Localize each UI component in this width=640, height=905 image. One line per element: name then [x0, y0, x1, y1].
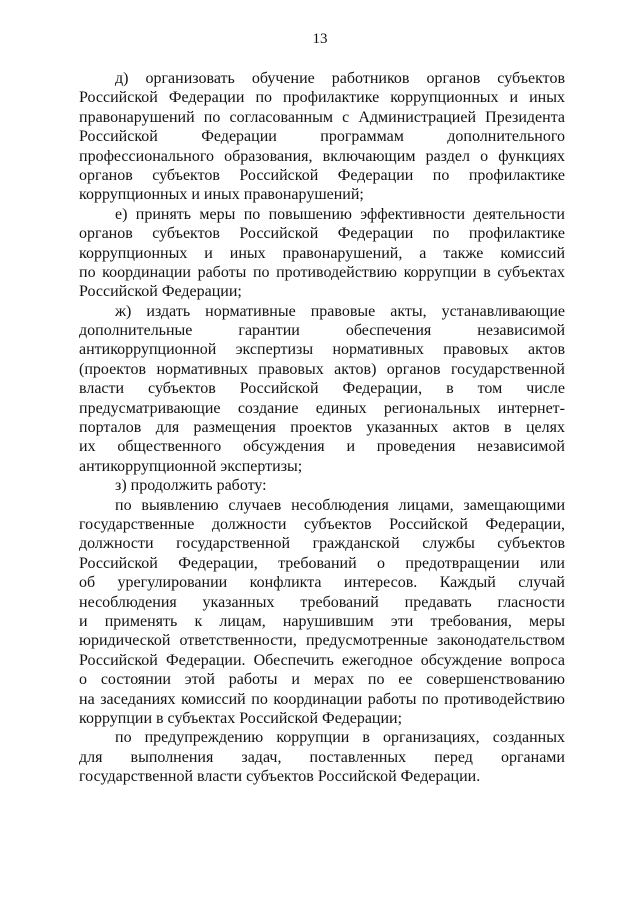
text-line: органов субъектов Российской Федерации по профилактике — [79, 166, 565, 184]
text-line: Российской Федерации. Обеспечить ежегодное обсуждение вопроса — [79, 651, 565, 669]
text-line: порталов для размещения проектов указанных актов в целях — [79, 419, 565, 437]
text-line: по предупреждению коррупции в организациях, созданных — [115, 729, 565, 747]
text-line: Российской Федерации; — [79, 283, 242, 301]
text-line: антикоррупционной экспертизы; — [79, 457, 303, 475]
text-line: ж) издать нормативные правовые акты, устанавливающие — [115, 302, 565, 320]
document-body-text — [79, 69, 565, 786]
text-line: Российской Федерации, требований о предотвращении или — [79, 554, 565, 572]
text-line: их общественного обсуждения и проведения независимой — [79, 438, 565, 456]
text-line: должности государственной гражданской службы субъектов — [79, 535, 565, 553]
page-number: 13 — [312, 31, 328, 47]
text-line: (проектов нормативных правовых актов) органов государственной — [79, 360, 565, 378]
text-line: по выявлению случаев несоблюдения лицами, замещающими — [115, 496, 565, 514]
text-line: Российской Федерации программам дополнительного — [79, 128, 565, 146]
text-line: е) принять меры по повышению эффективности деятельности — [115, 205, 565, 223]
text-line: органов субъектов Российской Федерации по профилактике — [79, 225, 565, 243]
text-line: государственной власти субъектов Российской Федерации. — [79, 768, 481, 786]
text-line: коррупционных и иных правонарушений, а также комиссий — [79, 244, 565, 262]
text-line: несоблюдения указанных требований предавать гласности — [79, 593, 565, 611]
text-line: государственные должности субъектов Российской Федерации, — [79, 515, 565, 533]
text-line: о состоянии этой работы и мерах по ее совершенствованию — [79, 671, 565, 689]
text-line: власти субъектов Российской Федерации, в том числе — [79, 380, 565, 398]
text-line: и применять к лицам, нарушившим эти требования, меры — [79, 612, 565, 630]
text-line: Российской Федерации по профилактике коррупционных и иных — [79, 89, 565, 107]
text-line: на заседаниях комиссий по координации работы по противодействию — [79, 690, 565, 708]
text-line: по координации работы по противодействию коррупции в субъектах — [79, 263, 565, 281]
text-line: з) продолжить работу: — [115, 477, 267, 495]
text-line: коррупционных и иных правонарушений; — [79, 186, 364, 204]
text-line: правонарушений по согласованным с Администрацией Президента — [79, 108, 565, 126]
text-line: антикоррупционной экспертизы нормативных правовых актов — [79, 341, 565, 359]
text-line: предусматривающие создание единых региональных интернет- — [79, 399, 565, 417]
text-line: для выполнения задач, поставленных перед органами — [79, 748, 565, 766]
text-line: коррупции в субъектах Российской Федерации; — [79, 709, 403, 727]
text-line: профессионального образования, включающим раздел о функциях — [79, 147, 565, 165]
text-line: юридической ответственности, предусмотренные законодательством — [79, 632, 565, 650]
text-line: дополнительные гарантии обеспечения независимой — [79, 322, 565, 340]
text-line: д) организовать обучение работников органов субъектов — [115, 70, 565, 87]
text-line: об урегулировании конфликта интересов. Каждый случай — [79, 574, 565, 592]
